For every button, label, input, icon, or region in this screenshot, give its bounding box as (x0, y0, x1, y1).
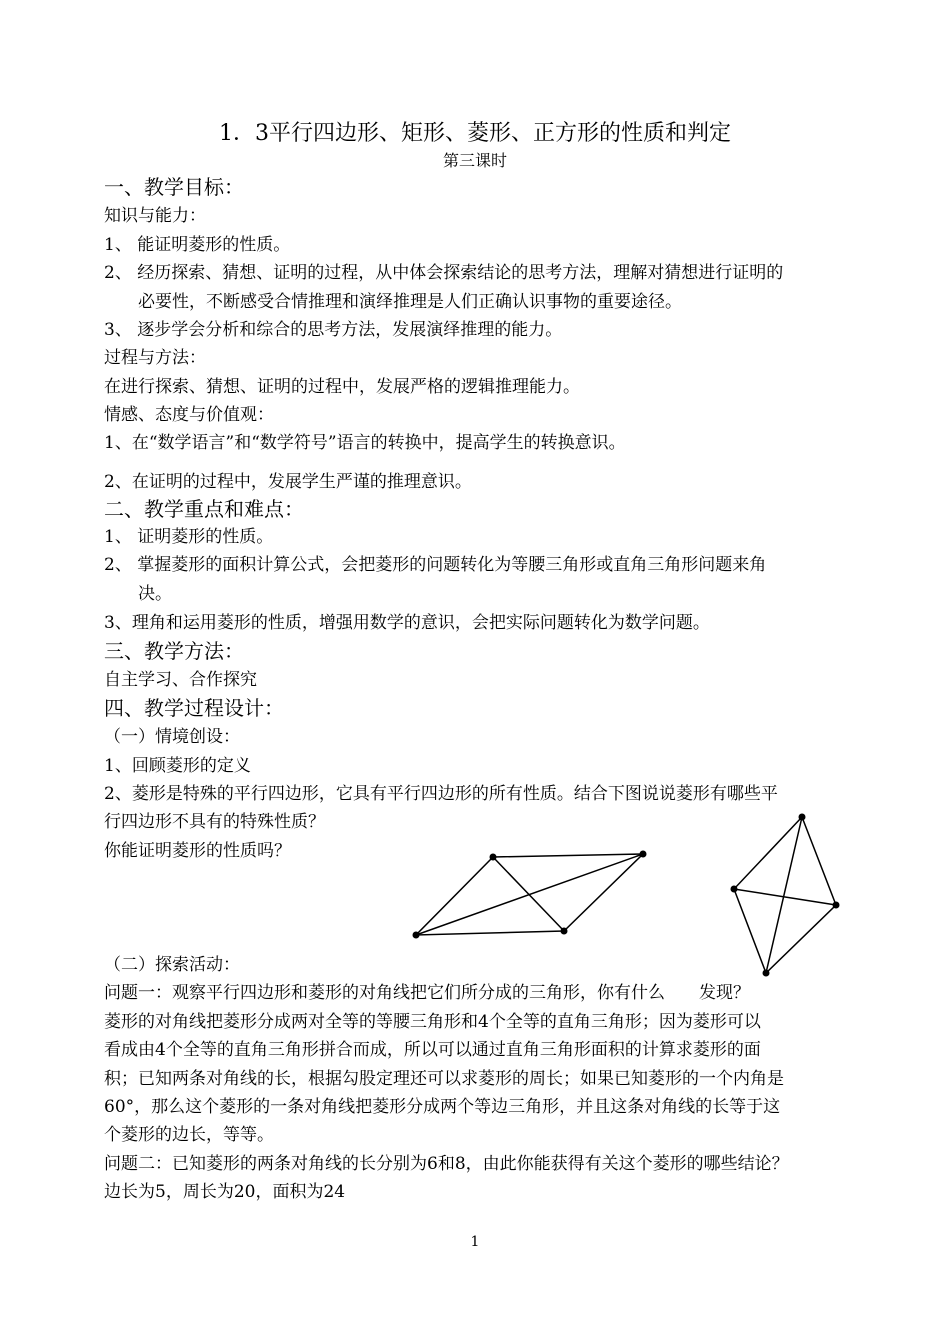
process-label: 过程与方法： (104, 348, 206, 368)
rhombus-outline (734, 817, 836, 973)
key-item-3: 3、理角和运用菱形的性质，增强用数学的意识，会把实际问题转化为数学问题。 (104, 613, 710, 633)
page-number: 1 (470, 1234, 480, 1250)
process-text: 在进行探索、猜想、证明的过程中，发展严格的逻辑推理能力。 (104, 377, 580, 397)
key-item-2-cont: 决。 (138, 584, 172, 604)
scenario-question: 你能证明菱形的性质吗？ (104, 841, 291, 861)
parallelogram-diagonal-1 (493, 857, 564, 931)
vertex-point (833, 902, 840, 909)
subsection-2-heading: （二）探索活动： (104, 955, 240, 975)
knowledge-label: 知识与能力： (104, 206, 206, 226)
question1-line-6: 个菱形的边长，等等。 (104, 1125, 274, 1145)
goal-item-2: 2、 经历探索、猜想、证明的过程，从中体会探索结论的思考方法，理解对猜想进行证明的 (104, 263, 784, 283)
vertex-point (640, 851, 647, 858)
question1-line-1: 问题一：观察平行四边形和菱形的对角线把它们所分成的三角形，你有什么 发现？ (104, 983, 750, 1003)
vertex-point (561, 928, 568, 935)
section3-heading: 三、教学方法： (104, 639, 244, 663)
question2-answer: 边长为5，周长为20，面积为24 (104, 1182, 346, 1202)
scenario-item-2: 2、菱形是特殊的平行四边形，它具有平行四边形的所有性质。结合下图说说菱形有哪些平 (104, 784, 778, 804)
goal-item-1: 1、 能证明菱形的性质。 (104, 235, 291, 255)
question1-line-4: 积；已知两条对角线的长，根据勾股定理还可以求菱形的周长；如果已知菱形的一个内角是 (104, 1069, 784, 1089)
goal-item-2-cont: 必要性，不断感受合情推理和演绎推理是人们正确认识事物的重要途径。 (138, 292, 682, 312)
parallelogram-diagonal-2 (416, 854, 643, 935)
rhombus-vertices (731, 814, 840, 977)
key-item-2: 2、 掌握菱形的面积计算公式，会把菱形的问题转化为等腰三角形或直角三角形问题来角 (104, 555, 767, 575)
emotion-item-1: 1、在“数学语言”和“数学符号”语言的转换中，提高学生的转换意识。 (104, 433, 626, 453)
emotion-label: 情感、态度与价值观： (104, 405, 274, 425)
section4-heading: 四、教学过程设计： (104, 696, 284, 720)
vertex-point (763, 970, 770, 977)
section2-heading: 二、教学重点和难点： (104, 497, 304, 521)
scenario-item-2-cont: 行四边形不具有的特殊性质？ (104, 812, 325, 832)
page-title: 1．3平行四边形、矩形、菱形、正方形的性质和判定 (219, 121, 731, 146)
goal-item-3: 3、 逐步学会分析和综合的思考方法，发展演绎推理的能力。 (104, 320, 563, 340)
vertex-point (413, 932, 420, 939)
rhombus-figure (734, 817, 836, 973)
emotion-item-2: 2、在证明的过程中，发展学生严谨的推理意识。 (104, 472, 472, 492)
question2-line-1: 问题二：已知菱形的两条对角线的长分别为6和8，由此你能获得有关这个菱形的哪些结论？ (104, 1154, 789, 1174)
vertex-point (731, 886, 738, 893)
key-item-1: 1、 证明菱形的性质。 (104, 527, 274, 547)
subsection-1-heading: （一）情境创设： (104, 727, 240, 747)
scenario-item-1: 1、回顾菱形的定义 (104, 756, 251, 776)
parallelogram-figure (416, 854, 643, 935)
page-subtitle: 第三课时 (442, 151, 507, 170)
section1-heading: 一、教学目标： (104, 175, 244, 199)
vertex-point (799, 814, 806, 821)
question1-line-3: 看成由4个全等的直角三角形拼合而成，所以可以通过直角三角形面积的计算求菱形的面 (104, 1040, 761, 1060)
vertex-point (490, 854, 497, 861)
question1-line-2: 菱形的对角线把菱形分成两对全等的等腰三角形和4个全等的直角三角形；因为菱形可以 (104, 1012, 761, 1032)
method-text: 自主学习、合作探究 (104, 670, 257, 690)
question1-line-5: 60°，那么这个菱形的一条对角线把菱形分成两个等边三角形，并且这条对角线的长等于这 (104, 1097, 781, 1117)
